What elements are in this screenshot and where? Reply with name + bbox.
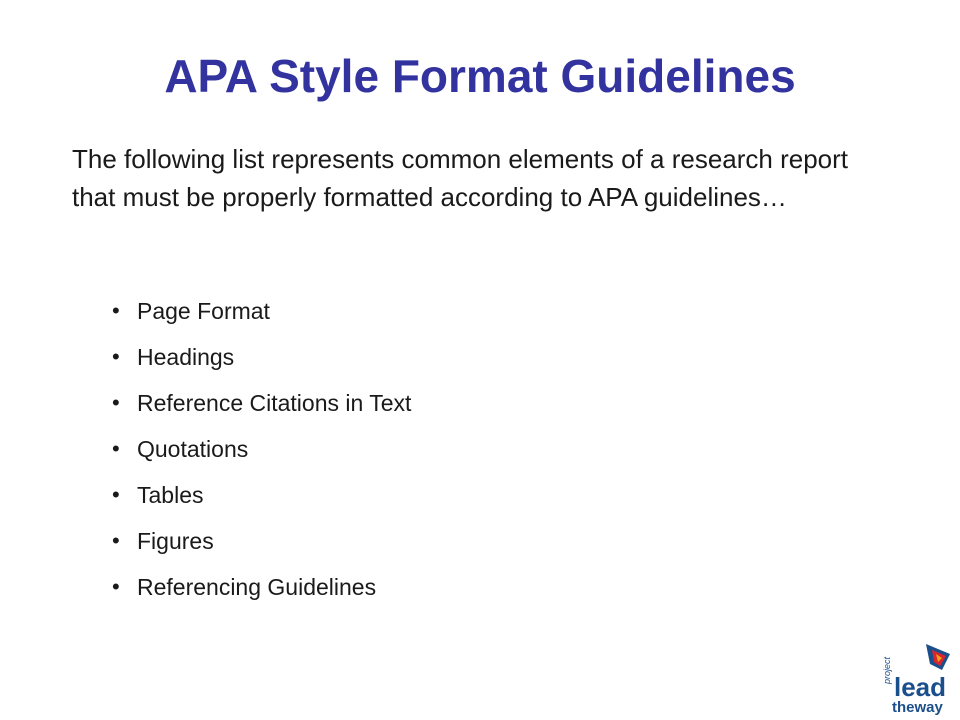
list-item-label: Page Format — [137, 298, 270, 324]
list-item — [112, 564, 411, 610]
list-item-label: Tables — [137, 482, 204, 508]
list-item-label: Referencing Guidelines — [137, 574, 377, 600]
list-item — [112, 518, 411, 564]
bullet-icon: • — [112, 528, 120, 553]
bullet-icon: • — [112, 390, 120, 415]
list-item — [112, 472, 411, 518]
list-item-label: Headings — [137, 344, 235, 370]
bullet-icon: • — [112, 574, 120, 599]
bullet-icon: • — [112, 298, 120, 323]
logo-text-small: project — [882, 656, 892, 684]
project-lead-the-way-logo — [880, 640, 956, 716]
slide-title: APA Style Format Guidelines — [164, 50, 796, 102]
list-item-label: Figures — [137, 528, 214, 554]
bullet-icon: • — [112, 344, 120, 369]
bullet-icon: • — [112, 436, 120, 461]
list-item-label: Reference Citations in Text — [137, 390, 412, 416]
logo-text-main: lead — [894, 672, 947, 702]
bullet-list — [112, 288, 411, 610]
logo-text-bottom: theway — [892, 699, 943, 716]
list-item-label: Quotations — [137, 436, 249, 462]
bullet-icon: • — [112, 482, 120, 507]
list-item — [112, 380, 411, 426]
list-item — [112, 334, 411, 380]
list-item — [112, 426, 411, 472]
intro-paragraph: The following list represents common elements of a research report that must be properly formatted according to APA guidelines… — [72, 144, 849, 212]
list-item — [112, 288, 411, 334]
